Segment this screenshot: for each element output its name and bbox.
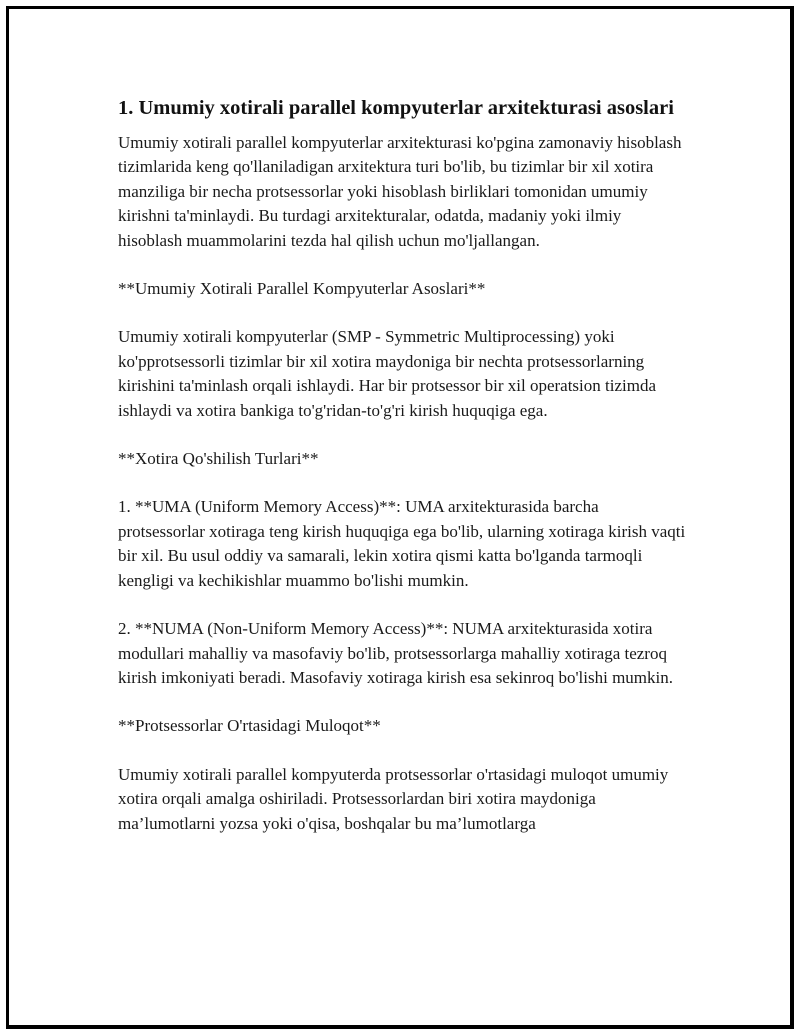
communication-paragraph: Umumiy xotirali parallel kompyuterda protsessorlar o'rtasidagi muloqot umumiy xotira orqali amalga oshiriladi. Protsessorlardan biri xotira maydoniga ma’lumotlarni yozsa yoki o'qisa, boshqalar bu ma’lumotlarga [118, 764, 669, 833]
subheading-memory-types: **Xotira Qo'shilish Turlari** [118, 449, 319, 469]
section-heading: 1. Umumiy xotirali parallel kompyuterlar arxitekturasi asoslari [118, 97, 674, 119]
smp-paragraph: Umumiy xotirali kompyuterlar (SMP - Symmetric Multiprocessing) yoki ko'pprotsessorli tizimlar bir xil xotira maydoniga bir nechta protsessorlarning kirishini ta'minlash orqali ishlaydi. Har bir protsessor bir xil operatsion tizimda ishlaydi va xotira bankiga to'g'ridan-to'g'ri kirish huquqiga ega. [118, 327, 656, 420]
subheading-communication: **Protsessorlar O'rtasidagi Muloqot** [118, 716, 381, 736]
subheading-basics: **Umumiy Xotirali Parallel Kompyuterlar Asoslari** [118, 279, 486, 299]
document-body [118, 95, 688, 860]
numa-paragraph: 2. **NUMA (Non-Uniform Memory Access)**: NUMA arxitekturasida xotira modullari mahalliy va masofaviy bo'lib, protsessorlarga mahalliy xotiraga tezroq kirish imkoniyati beradi. Masofaviy xotiraga kirish esa sekinroq bo'lishi mumkin. [118, 619, 674, 687]
uma-paragraph: 1. **UMA (Uniform Memory Access)**: UMA arxitekturasida barcha protsessorlar xotiraga teng kirish huquqiga ega bo'lib, ularning xotiraga kirish vaqti bir xil. Bu usul oddiy va samarali, lekin xotira qismi katta bo'lganda tarmoqli kengligi va kechikishlar muammo bo'lishi mumkin. [118, 497, 686, 590]
intro-paragraph: Umumiy xotirali parallel kompyuterlar arxitekturasi ko'pgina zamonaviy hisoblash tizimlarida keng qo'llaniladigan arxitektura turi bo'lib, bu tizimlar bir xil xotira manziliga bir necha protsessorlar yoki hisoblash birliklari tomonidan umumiy kirishni ta'minlaydi. Bu turdagi arxitekturalar, odatda, madaniy yoki ilmiy hisoblash muammolarini tezda hal qilish uchun mo'ljallangan. [118, 133, 682, 250]
